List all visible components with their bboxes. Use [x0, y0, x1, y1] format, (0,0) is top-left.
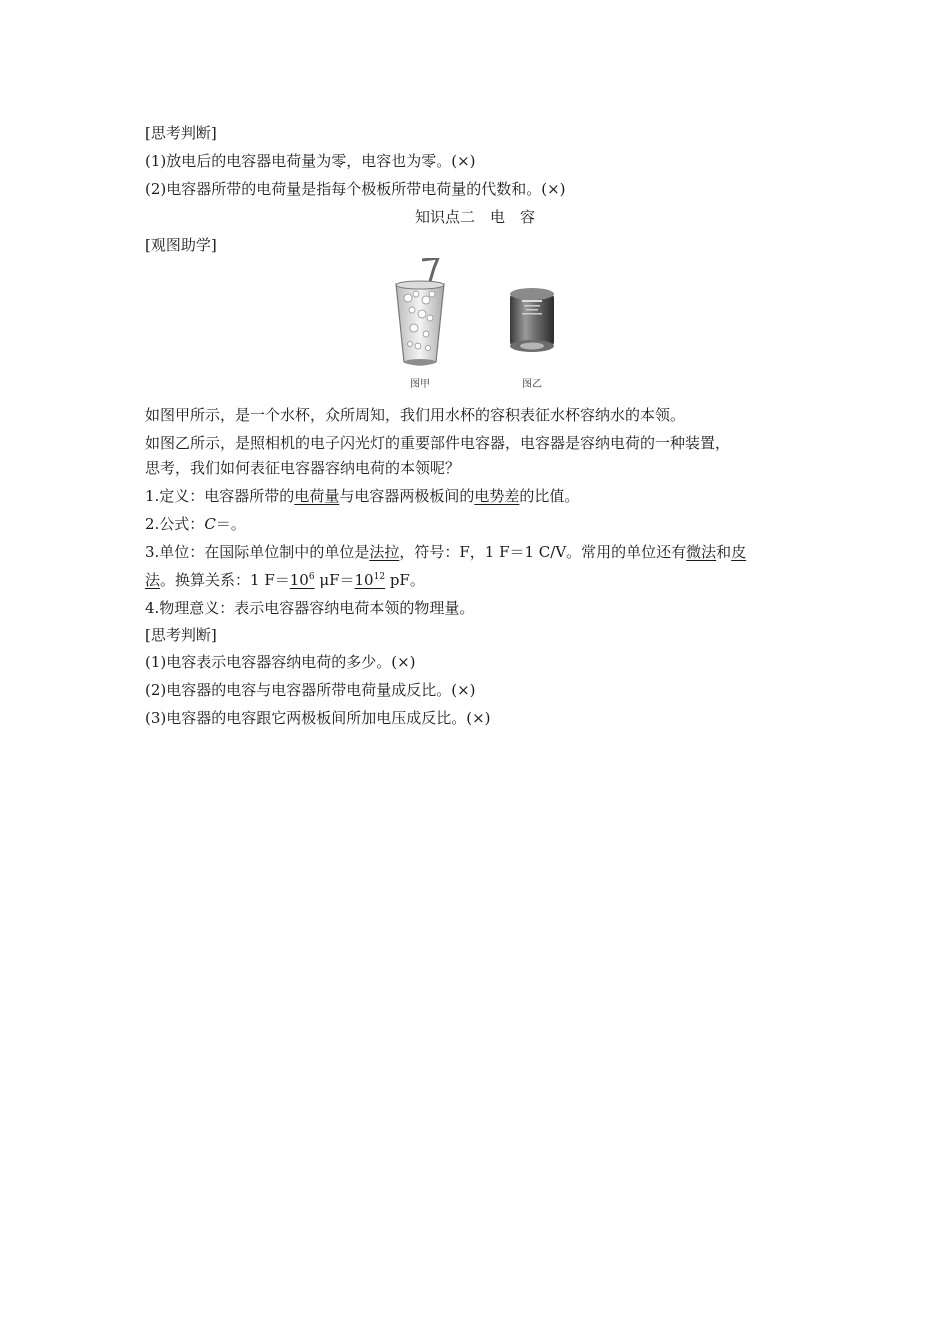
conversion-p: pF。 [385, 571, 425, 589]
formula-prefix: 2.公式： [145, 515, 205, 533]
judge-item: (3)电容器的电容跟它两极板间所加电压成反比。(×) [145, 709, 491, 727]
term-charge: 电荷量 [294, 487, 340, 505]
unit-farad: 法拉 [369, 543, 400, 561]
unit-prefix: 3.单位：在国际单位制中的单位是 [145, 543, 370, 561]
conversion-prefix: 。换算关系：1 F＝ [160, 571, 290, 589]
formula-symbol: C [204, 515, 216, 533]
intro-line: 如图乙所示，是照相机的电子闪光灯的重要部件电容器，电容器是容纳电荷的一种装置， [145, 434, 731, 452]
judge-item: (2)电容器的电容与电容器所带电荷量成反比。(×) [145, 681, 476, 699]
definition-suffix: 的比值。 [519, 487, 580, 505]
definition-line [145, 486, 579, 506]
conversion-mu: μF＝ [314, 571, 355, 589]
figure-a-caption: 图甲 [410, 379, 430, 390]
figure-b-caption: 图乙 [522, 379, 542, 390]
meaning-line: 4.物理意义：表示电容器容纳电荷本领的物理量。 [145, 599, 475, 617]
judge-item: (1)放电后的电容器电荷量为零，电容也为零。(×) [145, 152, 476, 170]
unit-line-2 [145, 570, 425, 590]
judge-item: (2)电容器所带的电荷量是指每个极板所带电荷量的代数和。(×) [145, 180, 566, 198]
intro-line: 如图甲所示，是一个水杯，众所周知，我们用水杯的容积表征水杯容纳水的本领。 [145, 406, 686, 424]
think-judge-label-2: [思考判断] [145, 626, 217, 644]
unit-microfarad: 微法 [686, 543, 717, 561]
term-potential-difference: 电势差 [474, 487, 520, 505]
conversion-power-6: $10^6$ [289, 571, 315, 589]
unit-picofarad-part2: 法 [145, 571, 161, 589]
formula-suffix: ＝。 [215, 515, 246, 533]
section-heading: 知识点二 电 容 [414, 208, 535, 226]
formula-line [145, 514, 246, 534]
capacitor-figure [508, 286, 556, 354]
unit-and: 和 [716, 543, 732, 561]
conversion-power-12: $10^{12}$ [354, 571, 386, 589]
water-glass-figure [392, 258, 448, 370]
unit-line-1 [145, 542, 746, 562]
unit-mid: ，符号：F，1 F＝1 C/V。常用的单位还有 [399, 543, 687, 561]
observe-label: [观图助学] [145, 236, 217, 254]
judge-item: (1)电容表示电容器容纳电荷的多少。(×) [145, 653, 416, 671]
definition-mid: 与电容器两极板间的 [339, 487, 475, 505]
think-judge-label-1: [思考判断] [145, 124, 217, 142]
definition-prefix: 1.定义：电容器所带的 [145, 487, 295, 505]
intro-line: 思考，我们如何表征电容器容纳电荷的本领呢？ [145, 459, 461, 477]
unit-picofarad-part1: 皮 [731, 543, 747, 561]
